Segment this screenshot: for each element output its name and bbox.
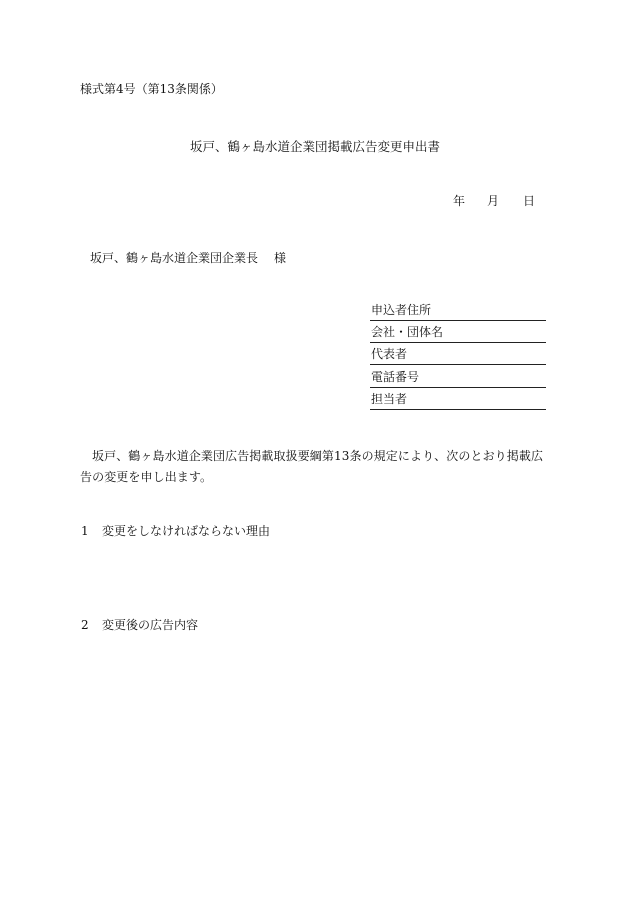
section-1-number: 1: [81, 524, 89, 538]
contact-person-field[interactable]: [370, 391, 546, 410]
section-2-heading: [81, 616, 198, 633]
form-number: 様式第4号（第13条関係）: [80, 82, 223, 96]
date-month-label: 月: [487, 194, 500, 208]
section-2-title: 変更後の広告内容: [102, 618, 199, 632]
date-day-label: 日: [523, 194, 536, 208]
section-2-number: 2: [81, 618, 89, 632]
section-1-title: 変更をしなければならない理由: [102, 524, 271, 538]
company-name-field[interactable]: [370, 324, 546, 343]
addressee: [90, 249, 286, 266]
applicant-address-label: 申込者住所: [371, 303, 432, 317]
applicant-address-field[interactable]: [370, 302, 546, 321]
document-title: 坂戸、鶴ヶ島水道企業団掲載広告変更申出書: [189, 139, 440, 154]
phone-number-field[interactable]: [370, 369, 546, 388]
representative-field[interactable]: [370, 346, 546, 365]
phone-number-label: 電話番号: [371, 370, 420, 384]
contact-person-label: 担当者: [371, 392, 408, 406]
representative-label: 代表者: [371, 347, 408, 361]
date-year-label: 年: [453, 194, 466, 208]
section-1-heading: [81, 522, 270, 539]
addressee-honorific: 様: [274, 251, 287, 265]
body-paragraph: 坂戸、鶴ヶ島水道企業団広告掲載取扱要綱第13条の規定により、次のとおり掲載広告の変更を申し出ます。: [80, 449, 544, 484]
company-name-label: 会社・団体名: [371, 325, 444, 339]
addressee-name: 坂戸、鶴ヶ島水道企業団企業長: [90, 251, 259, 265]
